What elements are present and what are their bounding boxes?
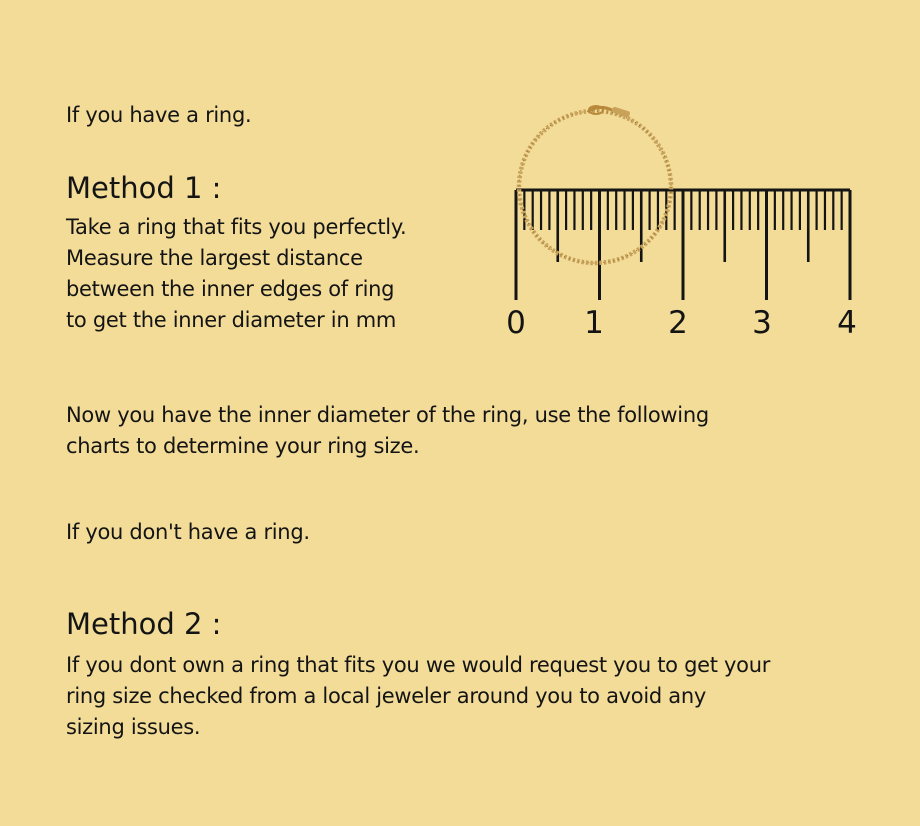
section1-lead: If you have a ring. (66, 103, 252, 127)
diameter-line: charts to determine your ring size. (66, 434, 420, 458)
method1-line: Take a ring that fits you perfectly. (66, 215, 407, 239)
method2-line: If you dont own a ring that fits you we would request you to get your (66, 653, 771, 677)
chain-bracelet-icon (519, 106, 671, 263)
ruler-ticks (516, 190, 850, 300)
diameter-line: Now you have the inner diameter of the ring, use the following (66, 403, 709, 427)
ruler-label-3: 3 (752, 305, 772, 340)
method1-line: between the inner edges of ring (66, 277, 395, 301)
ring-ruler-illustration (500, 100, 860, 340)
method2-heading: Method 2 : (66, 607, 222, 641)
method1-heading: Method 1 : (66, 171, 222, 205)
ruler-label-2: 2 (668, 305, 688, 340)
method2-instructions (66, 650, 911, 743)
ruler-label-0: 0 (506, 305, 526, 340)
ruler-label-4: 4 (837, 305, 857, 340)
method2-line: sizing issues. (66, 715, 201, 739)
diameter-instructions (66, 400, 866, 462)
ruler-label-1: 1 (584, 305, 604, 340)
ruler-labels (506, 305, 857, 340)
method1-line: Measure the largest distance (66, 246, 363, 270)
section2-lead: If you don't have a ring. (66, 520, 310, 544)
method1-instructions (66, 212, 486, 336)
method1-line: to get the inner diameter in mm (66, 308, 397, 332)
method2-line: ring size checked from a local jeweler around you to avoid any (66, 684, 706, 708)
